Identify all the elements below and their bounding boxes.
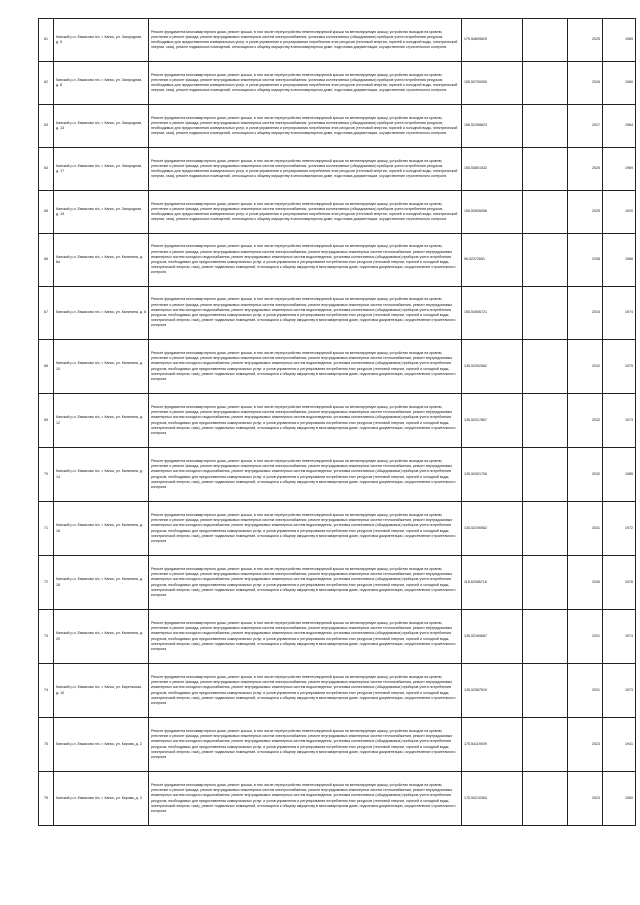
- row-cost: 135,52092562: [462, 340, 523, 394]
- row-works: Ремонт фундамента многоквартирного дома, ремонт крыши, в том числе переустройство невентилируемой крыши на вентилируемую крышу, устройство выходов на кровлю, утепление и ремонт фасада, ремонт внутридомовых инженерных систем электроснабжения, ремонт внутридомовых инженерных систем теплоснабжения, ремонт внутридомовых инженерных систем холодного водоснабжения, ремонт внутридомовых инженерных систем водоотведения, установка коллективных (общедомовых) приборов учета потребления ресурсов, необходимых для предоставления коммунальных услуг, и узлов управления и регулирования потребления этих ресурсов (тепловой энергии, горячей и холодной воды, электрической энергии, газа), ремонт подвальных помещений, относящихся к общему имуществу в многоквартирном доме, подготовка документации, осуществление строительного контроля: [149, 772, 462, 826]
- table-row: [39, 62, 636, 105]
- row-address: Канский р-н, Емкасово п/с, г. Канск, ул. Кирова, д. 3: [54, 772, 149, 826]
- row-year: 2031: [568, 610, 603, 664]
- table-row: [39, 718, 636, 772]
- row-number: 64: [39, 148, 54, 191]
- row-built-year: 1968: [603, 234, 636, 287]
- row-works: Ремонт фундамента многоквартирного дома, ремонт крыши, в том числе переустройство невентилируемой крыши на вентилируемую крышу, устройство выходов на кровлю, утепление и ремонт фасада, ремонт внутридомовых инженерных систем электроснабжения, ремонт внутридомовых инженерных систем теплоснабжения, ремонт внутридомовых инженерных систем холодного водоснабжения, ремонт внутридомовых инженерных систем водоотведения, установка коллективных (общедомовых) приборов учета потребления ресурсов, необходимых для предоставления коммунальных услуг, и узлов управления и регулирования потребления этих ресурсов (тепловой энергии, горячей и холодной воды, электрической энергии, газа), ремонт подвальных помещений, относящихся к общему имуществу в многоквартирном доме, подготовка документации, осуществление строительного контроля: [149, 394, 462, 448]
- table-row: [39, 502, 636, 556]
- row-built-year: 1974: [603, 610, 636, 664]
- row-address: Канский р-н, Емкасово п/с, г. Канск, ул. Кирова, д. 2: [54, 718, 149, 772]
- row-empty-cell: [523, 502, 568, 556]
- row-year: 2031: [568, 664, 603, 718]
- row-works: Ремонт фундамента многоквартирного дома, ремонт крыши, в том числе переустройство невентилируемой крыши на вентилируемую крышу, устройство выходов на кровлю, утепление и ремонт фасада, ремонт внутридомовых инженерных систем электроснабжения, ремонт внутридомовых инженерных систем теплоснабжения, ремонт внутридомовых инженерных систем холодного водоснабжения, ремонт внутридомовых инженерных систем водоотведения, установка коллективных (общедомовых) приборов учета потребления ресурсов, необходимых для предоставления коммунальных услуг, и узлов управления и регулирования потребления этих ресурсов (тепловой энергии, горячей и холодной воды, электрической энергии, газа), ремонт подвальных помещений, относящихся к общему имуществу в многоквартирном доме, подготовка документации, осуществление строительного контроля: [149, 556, 462, 610]
- row-empty-cell: [523, 394, 568, 448]
- row-works: Ремонт фундамента многоквартирного дома, ремонт крыши, в том числе переустройство невентилируемой крыши на вентилируемую крышу, устройство выходов на кровлю, утепление и ремонт фасада, ремонт внутридомовых инженерных систем электроснабжения, установка коллективных (общедомовых) приборов учета потребления ресурсов, необходимых для предоставления коммунальных услуг, и узлов управления и регулирования потребления этих ресурсов (тепловой энергии, горячей и холодной воды, электрической энергии, газа), ремонт подвальных помещений, относящихся к общему имуществу в многоквартирном доме, подготовка документации, осуществление строительного контроля: [149, 19, 462, 62]
- row-address: Канский р-н, Емкасово п/с, г. Канск, ул. Калинина, д. 8: [54, 287, 149, 340]
- row-works: Ремонт фундамента многоквартирного дома, ремонт крыши, в том числе переустройство невентилируемой крыши на вентилируемую крышу, устройство выходов на кровлю, утепление и ремонт фасада, ремонт внутридомовых инженерных систем электроснабжения, ремонт внутридомовых инженерных систем теплоснабжения, ремонт внутридомовых инженерных систем холодного водоснабжения, ремонт внутридомовых инженерных систем водоотведения, установка коллективных (общедомовых) приборов учета потребления ресурсов, необходимых для предоставления коммунальных услуг, и узлов управления и регулирования потребления этих ресурсов (тепловой энергии, горячей и холодной воды, электрической энергии, газа), ремонт подвальных помещений, относящихся к общему имуществу в многоквартирном доме, подготовка документации, осуществление строительного контроля: [149, 340, 462, 394]
- row-built-year: 1920: [603, 191, 636, 234]
- row-empty-cell: [523, 234, 568, 287]
- table-row: [39, 148, 636, 191]
- table-row: [39, 394, 636, 448]
- row-built-year: 1965: [603, 19, 636, 62]
- row-empty-cell: [523, 772, 568, 826]
- table-row: [39, 556, 636, 610]
- row-empty-cell: [523, 664, 568, 718]
- row-year: 2025: [568, 19, 603, 62]
- row-number: 70: [39, 448, 54, 502]
- row-address: Канский р-н, Емкасово п/с, г. Канск, ул. Загородная, д. 13: [54, 105, 149, 148]
- table-row: [39, 448, 636, 502]
- row-works: Ремонт фундамента многоквартирного дома, ремонт крыши, в том числе переустройство невентилируемой крыши на вентилируемую крышу, устройство выходов на кровлю, утепление и ремонт фасада, ремонт внутридомовых инженерных систем электроснабжения, установка коллективных (общедомовых) приборов учета потребления ресурсов, необходимых для предоставления коммунальных услуг, и узлов управления и регулирования потребления этих ресурсов (тепловой энергии, горячей и холодной воды, электрической энергии, газа), ремонт подвальных помещений, относящихся к общему имуществу в многоквартирном доме, подготовка документации, осуществление строительного контроля: [149, 148, 462, 191]
- row-number: 61: [39, 19, 54, 62]
- table-row: [39, 19, 636, 62]
- row-number: 66: [39, 234, 54, 287]
- row-year: 2032: [568, 448, 603, 502]
- row-address: Канский р-н, Емкасово п/с, г. Канск, ул. Загородная, д. 17: [54, 148, 149, 191]
- row-empty-cell: [523, 148, 568, 191]
- row-empty-cell: [523, 62, 568, 105]
- row-built-year: 1974: [603, 287, 636, 340]
- row-address: Канский р-н, Емкасово п/с, г. Канск, ул. Калинина, д. 18: [54, 556, 149, 610]
- row-cost: 155,53926056: [462, 191, 523, 234]
- row-year: 2023: [568, 718, 603, 772]
- row-cost: 175,54210364: [462, 772, 523, 826]
- row-number: 68: [39, 340, 54, 394]
- row-address: Канский р-н, Емкасово п/с, г. Канск, ул. Карельская, д. 10: [54, 664, 149, 718]
- row-number: 62: [39, 62, 54, 105]
- row-year: 2023: [568, 772, 603, 826]
- row-cost: 155,54506721: [462, 287, 523, 340]
- row-cost: 135,52169687: [462, 610, 523, 664]
- row-empty-cell: [523, 287, 568, 340]
- table-row: [39, 234, 636, 287]
- row-cost: 135,52190562: [462, 502, 523, 556]
- row-built-year: 1960: [603, 62, 636, 105]
- row-address: Канский р-н, Емкасово п/с, г. Канск, ул. Калинина, д. 10: [54, 340, 149, 394]
- row-empty-cell: [523, 19, 568, 62]
- row-number: 74: [39, 664, 54, 718]
- row-built-year: 1985: [603, 448, 636, 502]
- row-year: 2026: [568, 62, 603, 105]
- row-works: Ремонт фундамента многоквартирного дома, ремонт крыши, в том числе переустройство невентилируемой крыши на вентилируемую крышу, устройство выходов на кровлю, утепление и ремонт фасада, ремонт внутридомовых инженерных систем электроснабжения, установка коллективных (общедомовых) приборов учета потребления ресурсов, необходимых для предоставления коммунальных услуг, и узлов управления и регулирования потребления этих ресурсов (тепловой энергии, горячей и холодной воды, электрической энергии, газа), ремонт подвальных помещений, относящихся к общему имуществу в многоквартирном доме, подготовка документации, осуществление строительного контроля: [149, 191, 462, 234]
- table-row: [39, 772, 636, 826]
- row-number: 72: [39, 556, 54, 610]
- row-number: 65: [39, 191, 54, 234]
- row-cost: 135,52017867: [462, 394, 523, 448]
- row-address: Канский р-н, Емкасово п/с, г. Канск, ул. Калинина, д. 6а: [54, 234, 149, 287]
- row-address: Канский р-н, Емкасово п/с, г. Канск, ул. Калинина, д. 20: [54, 610, 149, 664]
- table-row: [39, 105, 636, 148]
- row-number: 73: [39, 610, 54, 664]
- row-cost: 158,52398623: [462, 105, 523, 148]
- row-built-year: 1973: [603, 394, 636, 448]
- row-year: 2032: [568, 340, 603, 394]
- row-number: 67: [39, 287, 54, 340]
- row-built-year: 1941: [603, 718, 636, 772]
- row-address: Канский р-н, Емкасово п/с, г. Канск, ул. Калинина, д. 14: [54, 448, 149, 502]
- row-cost: 118,52085716: [462, 556, 523, 610]
- row-cost: 155,53801532: [462, 148, 523, 191]
- row-works: Ремонт фундамента многоквартирного дома, ремонт крыши, в том числе переустройство невентилируемой крыши на вентилируемую крышу, устройство выходов на кровлю, утепление и ремонт фасада, ремонт внутридомовых инженерных систем электроснабжения, ремонт внутридомовых инженерных систем теплоснабжения, ремонт внутридомовых инженерных систем холодного водоснабжения, ремонт внутридомовых инженерных систем водоотведения, установка коллективных (общедомовых) приборов учета потребления ресурсов, необходимых для предоставления коммунальных услуг, и узлов управления и регулирования потребления этих ресурсов (тепловой энергии, горячей и холодной воды, электрической энергии, газа), ремонт подвальных помещений, относящихся к общему имуществу в многоквартирном доме, подготовка документации, осуществление строительного контроля: [149, 502, 462, 556]
- row-address: Канский р-н, Емкасово п/с, г. Канск, ул. Загородная, д. 19: [54, 191, 149, 234]
- row-works: Ремонт фундамента многоквартирного дома, ремонт крыши, в том числе переустройство невентилируемой крыши на вентилируемую крышу, устройство выходов на кровлю, утепление и ремонт фасада, ремонт внутридомовых инженерных систем электроснабжения, ремонт внутридомовых инженерных систем теплоснабжения, ремонт внутридомовых инженерных систем холодного водоснабжения, ремонт внутридомовых инженерных систем водоотведения, установка коллективных (общедомовых) приборов учета потребления ресурсов, необходимых для предоставления коммунальных услуг, и узлов управления и регулирования потребления этих ресурсов (тепловой энергии, горячей и холодной воды, электрической энергии, газа), ремонт подвальных помещений, относящихся к общему имуществу в многоквартирном доме, подготовка документации, осуществление строительного контроля: [149, 448, 462, 502]
- row-works: Ремонт фундамента многоквартирного дома, ремонт крыши, в том числе переустройство невентилируемой крыши на вентилируемую крышу, устройство выходов на кровлю, утепление и ремонт фасада, ремонт внутридомовых инженерных систем электроснабжения, ремонт внутридомовых инженерных систем теплоснабжения, ремонт внутридомовых инженерных систем холодного водоснабжения, ремонт внутридомовых инженерных систем водоотведения, установка коллективных (общедомовых) приборов учета потребления ресурсов, необходимых для предоставления коммунальных услуг, и узлов управления и регулирования потребления этих ресурсов (тепловой энергии, горячей и холодной воды, электрической энергии, газа), ремонт подвальных помещений, относящихся к общему имуществу в многоквартирном доме, подготовка документации, осуществление строительного контроля: [149, 664, 462, 718]
- row-built-year: 1976: [603, 556, 636, 610]
- capital-repair-table: [38, 18, 636, 826]
- row-works: Ремонт фундамента многоквартирного дома, ремонт крыши, в том числе переустройство невентилируемой крыши на вентилируемую крышу, устройство выходов на кровлю, утепление и ремонт фасада, ремонт внутридомовых инженерных систем электроснабжения, установка коллективных (общедомовых) приборов учета потребления ресурсов, необходимых для предоставления коммунальных услуг, и узлов управления и регулирования потребления этих ресурсов (тепловой энергии, горячей и холодной воды, электрической энергии, газа), ремонт подвальных помещений, относящихся к общему имуществу в многоквартирном доме, подготовка документации, осуществление строительного контроля: [149, 62, 462, 105]
- row-works: Ремонт фундамента многоквартирного дома, ремонт крыши, в том числе переустройство невентилируемой крыши на вентилируемую крышу, устройство выходов на кровлю, утепление и ремонт фасада, ремонт внутридомовых инженерных систем электроснабжения, ремонт внутридомовых инженерных систем теплоснабжения, ремонт внутридомовых инженерных систем холодного водоснабжения, ремонт внутридомовых инженерных систем водоотведения, установка коллективных (общедомовых) приборов учета потребления ресурсов, необходимых для предоставления коммунальных услуг, и узлов управления и регулирования потребления этих ресурсов (тепловой энергии, горячей и холодной воды, электрической энергии, газа), ремонт подвальных помещений, относящихся к общему имуществу в многоквартирном доме, подготовка документации, осуществление строительного контроля: [149, 610, 462, 664]
- row-address: Канский р-н, Емкасово п/с, г. Канск, ул. Калинина, д. 16: [54, 502, 149, 556]
- row-address: Канский р-н, Емкасово п/с, г. Канск, ул. Загородная, д. 5: [54, 19, 149, 62]
- row-cost: 135,50301706: [462, 448, 523, 502]
- row-empty-cell: [523, 105, 568, 148]
- row-cost: 135,52587519: [462, 664, 523, 718]
- row-built-year: 1950: [603, 772, 636, 826]
- row-year: 2030: [568, 556, 603, 610]
- row-built-year: 1972: [603, 502, 636, 556]
- row-works: Ремонт фундамента многоквартирного дома, ремонт крыши, в том числе переустройство невентилируемой крыши на вентилируемую крышу, устройство выходов на кровлю, утепление и ремонт фасада, ремонт внутридомовых инженерных систем электроснабжения, установка коллективных (общедомовых) приборов учета потребления ресурсов, необходимых для предоставления коммунальных услуг, и узлов управления и регулирования потребления этих ресурсов (тепловой энергии, горячей и холодной воды, электрической энергии, газа), ремонт подвальных помещений, относящихся к общему имуществу в многоквартирном доме, подготовка документации, осуществление строительного контроля: [149, 105, 462, 148]
- row-number: 71: [39, 502, 54, 556]
- row-empty-cell: [523, 340, 568, 394]
- table-row: [39, 191, 636, 234]
- table-row: [39, 610, 636, 664]
- row-built-year: 1975: [603, 340, 636, 394]
- row-number: 76: [39, 772, 54, 826]
- row-year: 2031: [568, 502, 603, 556]
- row-year: 2032: [568, 394, 603, 448]
- table-row: [39, 664, 636, 718]
- row-cost: 175,54119009: [462, 718, 523, 772]
- row-year: 2025: [568, 191, 603, 234]
- row-empty-cell: [523, 556, 568, 610]
- row-number: 63: [39, 105, 54, 148]
- row-year: 2034: [568, 287, 603, 340]
- row-cost: 96,52372651: [462, 234, 523, 287]
- table-row: [39, 287, 636, 340]
- row-works: Ремонт фундамента многоквартирного дома, ремонт крыши, в том числе переустройство невентилируемой крыши на вентилируемую крышу, устройство выходов на кровлю, утепление и ремонт фасада, ремонт внутридомовых инженерных систем электроснабжения, ремонт внутридомовых инженерных систем теплоснабжения, ремонт внутридомовых инженерных систем холодного водоснабжения, ремонт внутридомовых инженерных систем водоотведения, установка коллективных (общедомовых) приборов учета потребления ресурсов, необходимых для предоставления коммунальных услуг, и узлов управления и регулирования потребления этих ресурсов (тепловой энергии, горячей и холодной воды, электрической энергии, газа), ремонт подвальных помещений, относящихся к общему имуществу в многоквартирном доме, подготовка документации, осуществление строительного контроля: [149, 287, 462, 340]
- row-address: Канский р-н, Емкасово п/с, г. Канск, ул. Загородная, д. 8: [54, 62, 149, 105]
- row-cost: 179,54609825: [462, 19, 523, 62]
- row-empty-cell: [523, 191, 568, 234]
- row-number: 75: [39, 718, 54, 772]
- row-address: Канский р-н, Емкасово п/с, г. Канск, ул. Калинина, д. 12: [54, 394, 149, 448]
- row-empty-cell: [523, 610, 568, 664]
- row-built-year: 1973: [603, 664, 636, 718]
- row-empty-cell: [523, 448, 568, 502]
- row-built-year: 1969: [603, 148, 636, 191]
- row-number: 69: [39, 394, 54, 448]
- row-year: 2038: [568, 234, 603, 287]
- row-year: 2027: [568, 105, 603, 148]
- row-works: Ремонт фундамента многоквартирного дома, ремонт крыши, в том числе переустройство невентилируемой крыши на вентилируемую крышу, устройство выходов на кровлю, утепление и ремонт фасада, ремонт внутридомовых инженерных систем электроснабжения, ремонт внутридомовых инженерных систем теплоснабжения, ремонт внутридомовых инженерных систем холодного водоснабжения, ремонт внутридомовых инженерных систем водоотведения, установка коллективных (общедомовых) приборов учета потребления ресурсов, необходимых для предоставления коммунальных услуг, и узлов управления и регулирования потребления этих ресурсов (тепловой энергии, горячей и холодной воды, электрической энергии, газа), ремонт подвальных помещений, относящихся к общему имуществу в многоквартирном доме, подготовка документации, осуществление строительного контроля: [149, 234, 462, 287]
- row-empty-cell: [523, 718, 568, 772]
- row-works: Ремонт фундамента многоквартирного дома, ремонт крыши, в том числе переустройство невентилируемой крыши на вентилируемую крышу, устройство выходов на кровлю, утепление и ремонт фасада, ремонт внутридомовых инженерных систем электроснабжения, ремонт внутридомовых инженерных систем теплоснабжения, ремонт внутридомовых инженерных систем холодного водоснабжения, ремонт внутридомовых инженерных систем водоотведения, установка коллективных (общедомовых) приборов учета потребления ресурсов, необходимых для предоставления коммунальных услуг, и узлов управления и регулирования потребления этих ресурсов (тепловой энергии, горячей и холодной воды, электрической энергии, газа), ремонт подвальных помещений, относящихся к общему имуществу в многоквартирном доме, подготовка документации, осуществление строительного контроля: [149, 718, 462, 772]
- row-year: 2026: [568, 148, 603, 191]
- row-built-year: 1964: [603, 105, 636, 148]
- row-cost: 155,50700055: [462, 62, 523, 105]
- table-row: [39, 340, 636, 394]
